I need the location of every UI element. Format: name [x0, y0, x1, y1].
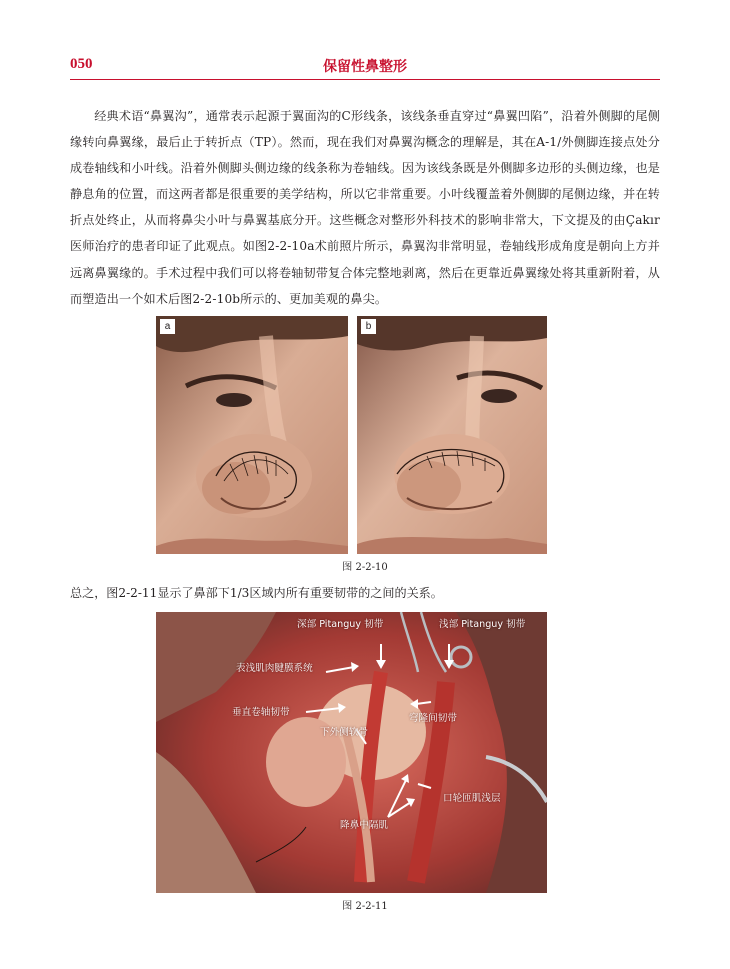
label-lower-lateral-cartilage: 下外侧软骨 [320, 727, 368, 738]
running-title: 保留性鼻整形 [323, 59, 407, 75]
page-number: 050 [70, 56, 93, 72]
surgical-dissection-image [156, 612, 547, 893]
label-depressor-septi: 降鼻中隔肌 [340, 820, 388, 831]
label-orbicularis-superficial: 口轮匝肌浅层 [443, 793, 501, 804]
face-photo-a [156, 316, 348, 554]
figure-2-2-10-caption: 图 2-2-10 [342, 562, 388, 573]
figure-2-2-10a-photo [156, 316, 348, 554]
face-photo-b [357, 316, 547, 554]
panel-label-b: b [361, 319, 376, 334]
panel-label-a: a [160, 319, 175, 334]
label-vertical-scroll-ligament: 垂直卷轴韧带 [232, 707, 290, 718]
figure-2-2-11-photo [156, 612, 547, 893]
figure-2-2-10b-photo [357, 316, 547, 554]
body-paragraph: 经典术语“鼻翼沟”，通常表示起源于翼面沟的C形线条，该线条垂直穿过“鼻翼凹陷”，沿着外侧脚的尾侧缘转向鼻翼缘，最后止于转折点（TP）。然而，现在我们对鼻翼沟概念的理解是，其在A-1/外侧脚连接点处分成卷轴线和小叶线。沿着外侧脚头侧边缘的线条称为卷轴线。因为该线条既是外侧脚多边形的头侧边缘，也是静息角的位置，而这两者都是很重要的美学结构，所以它非常重要。小叶线覆盖着外侧脚的尾侧边缘，并在转折点处终止，从而将鼻尖小叶与鼻翼基底分开。这些概念对整形外科技术的影响非常大，下文提及的由Çakır医师治疗的患者印证了此观点。如图2-2-10a术前照片所示，鼻翼沟非常明显，卷轴线形成角度是朝向上方并远离鼻翼缘的。手术过程中我们可以将卷轴韧带复合体完整地剥离，然后在更靠近鼻翼缘处将其重新附着，从而塑造出一个如术后图2-2-10b所示的、更加美观的鼻尖。 [70, 109, 660, 306]
summary-paragraph: 总之，图2-2-11显示了鼻部下1/3区域内所有重要韧带的之间的关系。 [70, 586, 443, 600]
label-superficial-pitanguy: 浅部 Pitanguy 韧带 [439, 619, 526, 630]
label-smas: 表浅肌肉腱膜系统 [236, 663, 313, 674]
label-deep-pitanguy: 深部 Pitanguy 韧带 [297, 619, 384, 630]
figure-2-2-11-caption: 图 2-2-11 [342, 901, 388, 912]
label-intercrural-ligament: 穹隆间韧带 [409, 713, 457, 724]
header-rule [70, 79, 660, 80]
